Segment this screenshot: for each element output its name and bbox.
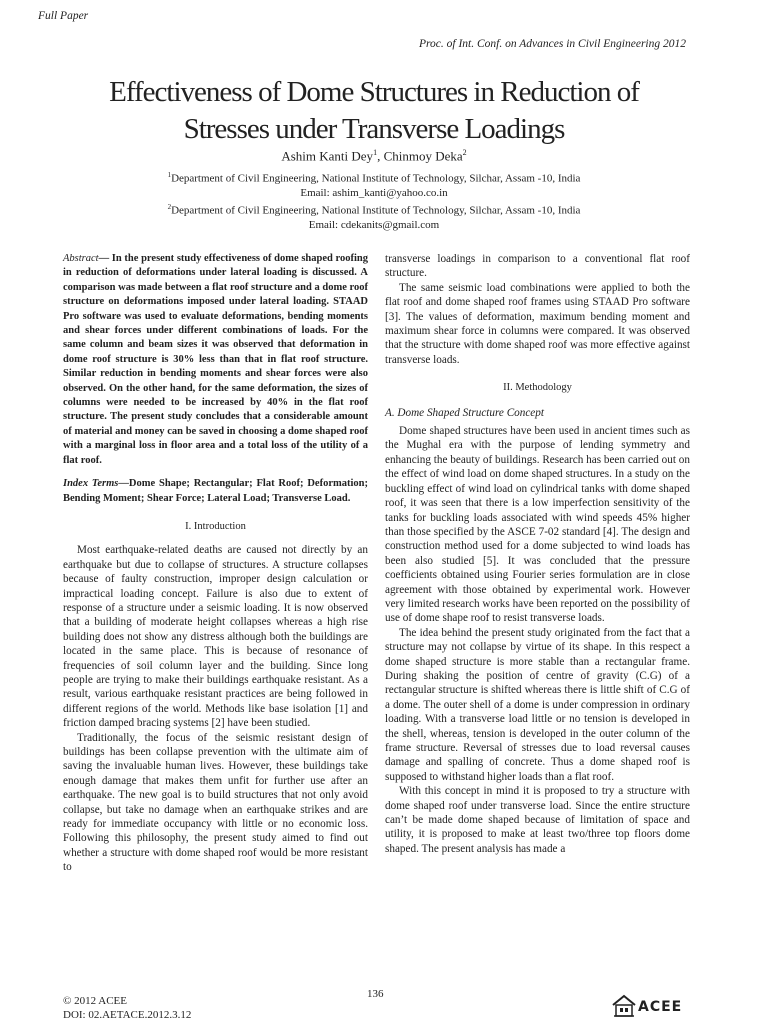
author-affiliation-mark: 1 [373, 148, 378, 157]
subsection-heading: A. Dome Shaped Structure Concept [385, 406, 544, 419]
acee-house-logo-icon [612, 994, 636, 1018]
affiliation-dept: Department of Civil Engineering, National Institute of Technology, Silchar, Assam -10, India [171, 204, 581, 217]
author-affiliation-mark: 2 [462, 148, 467, 157]
author-list [40, 148, 708, 164]
index-terms-label: Index Terms [63, 478, 119, 490]
logo-text: ACEE [638, 999, 683, 1015]
abstract-dash: — [98, 253, 112, 264]
abstract [63, 252, 368, 468]
index-terms-text: Dome Shape; Rectangular; Flat Roof; Deformation; Bending Moment; Shear Force; Lateral Load; Transverse Load. [63, 478, 368, 504]
index-terms-dash: — [118, 478, 129, 490]
paragraph: With this concept in mind it is proposed to try a structure with dome shaped roof under transverse load. Since the entire structure can’t be made dome shaped because of limitation of space and utility, it is proposed to make at least two/three top floors dome shaped. The present analysis has made a [385, 785, 690, 855]
title-line-2: Stresses under Transverse Loadings [183, 113, 565, 145]
paragraph: Dome shaped structures have been used in ancient times such as the Mughal era with the purpose of lending symmetry and enhancing the beauty of buildings. Research has been carried out on the effect of wind load on dome shaped structures. In a study on the buckling effect of wind load on cylindrical tanks with dome shaped roof, it was seen that there is a low imperfection sensitivity of the tanks for buckling loads associated with wind speeds 45% higher than those specified by the ASCE 7-02 standard [4]. The design and construction method used for a dome subjected to wind loads has been also studied [5]. It was concluded that the pressure coefficients obtained using Fourier series formulation are in close agreement with those obtained by experimental work. However very limited research works have been reported on the possibility of use of dome shape roof to resist transverse loads. [385, 425, 690, 625]
copyright: © 2012 ACEE [63, 995, 127, 1007]
proceedings-header: Proc. of Int. Conf. on Advances in Civil Engineering 2012 [418, 38, 686, 50]
affiliation-dept: Department of Civil Engineering, National Institute of Technology, Silchar, Assam -10, India [171, 172, 581, 185]
affiliation-email: Email: cdekanits@gmail.com [308, 218, 440, 231]
left-column [63, 252, 368, 875]
affiliation-mark: 1 [167, 171, 172, 179]
paragraph: Most earthquake-related deaths are caused not directly by an earthquake but due to collapse of structures. A structure collapses because of faulty construction, improper design calculation or impractical loading concept. Failure is also due to extent of response of a structure under a seismic loading. It is now observed that a building of moderate height collapses whereas a high rise building does not show any distress although both the buildings are located in the same place. This is because of resonance of frequencies of soil column layer and the building. Since long people are trying to make their buildings earthquake resistant. As a result, various earthquake resistant practices are being followed in different regions of the world. Methods like base isolation [1] and friction damped bracing systems [2] have been studied. [63, 544, 368, 730]
affiliation-2 [40, 200, 708, 232]
author-name: Ashim Kanti Dey [281, 148, 374, 164]
affiliation-mark: 2 [167, 203, 172, 211]
abstract-text: In the present study effectiveness of dome shaped roofing in reduction of deformations under lateral loading is discussed. A comparison was made between a flat roof structure and a dome roof structure on deformations imposed under lateral loading. STAAD Pro software was used to evaluate deformations, bending moments and shear forces under different combinations of loads. For the same column and beam sizes it was observed that deformation in dome roof structure is 30% less than that in flat roof structure. Similar reduction in bending moments and shear forces were also observed. On the other hand, for the same deformation, the sizes of columns were needed to be increased by 40% in the flat roof structure. The present study concludes that a considerable amount of material and money can be saved in choosing a dome shaped roof with a marginal loss in floor area and a total loss of the utility of a flat roof. [63, 253, 369, 466]
section-heading-introduction: I. Introduction [185, 520, 246, 532]
paragraph: Traditionally, the focus of the seismic resistant design of buildings has been collapse prevention with the ultimate aim of saving the invaluable human lives. However, these buildings take enough damage that makes them unfit for further use after an earthquake. The new goal is to build structures that not only avoid collapse, but take no damage when an earthquake strikes and are ready for immediate occupancy with little or no economic loss. Following this philosophy, the present study aimed to find out whether a structure with dome shaped roof would be more resistant to [63, 731, 368, 874]
abstract-label: Abstract [63, 253, 99, 264]
paragraph: The same seismic load combinations were applied to both the flat roof and dome shaped roof frames using STAAD Pro software [3]. The values of deformation, maximum bending moment and maximum shear force in columns were compared. It was observed that the structure with dome shaped roof was more effective against transverse loads. [385, 281, 690, 366]
index-terms [63, 477, 368, 506]
publisher-logo [612, 994, 692, 1018]
affiliation-1 [40, 168, 708, 200]
right-column [385, 252, 690, 856]
footer-left [63, 994, 191, 1022]
paragraph-continuation: transverse loadings in comparison to a conventional flat roof structure. [385, 253, 690, 280]
author-name: Chinmoy Deka [383, 148, 463, 164]
paragraph: The idea behind the present study originated from the fact that a structure may not collapse by virtue of its shape. In this respect a dome shaped structure is more stable than a rectangular frame. During shaking the position of centre of gravity (C.G) of a rectangular structure is shifted whereas there is little shift of C.G of a dome. The outer shell of a dome is under compression in ordinary loading. With a transverse load little or no tension is developed in the shell, whereas, tension is developed in the outer column of the frame structure. Reversal of stresses due to load reversal causes damage and spalling of concrete. Thus a dome shaped roof is supposed to withstand higher loads than a flat roof. [385, 626, 690, 783]
paper-type-label: Full Paper [38, 10, 89, 22]
affiliation-email: Email: ashim_kanti@yahoo.co.in [300, 186, 448, 199]
author-separator: , [377, 148, 384, 164]
doi: DOI: 02.AETACE.2012.3.12 [63, 1009, 192, 1021]
title-line-1: Effectiveness of Dome Structures in Reduction of [109, 76, 639, 108]
paper-title [40, 74, 708, 148]
page-number: 136 [367, 988, 384, 1000]
section-heading-methodology: II. Methodology [503, 382, 572, 394]
